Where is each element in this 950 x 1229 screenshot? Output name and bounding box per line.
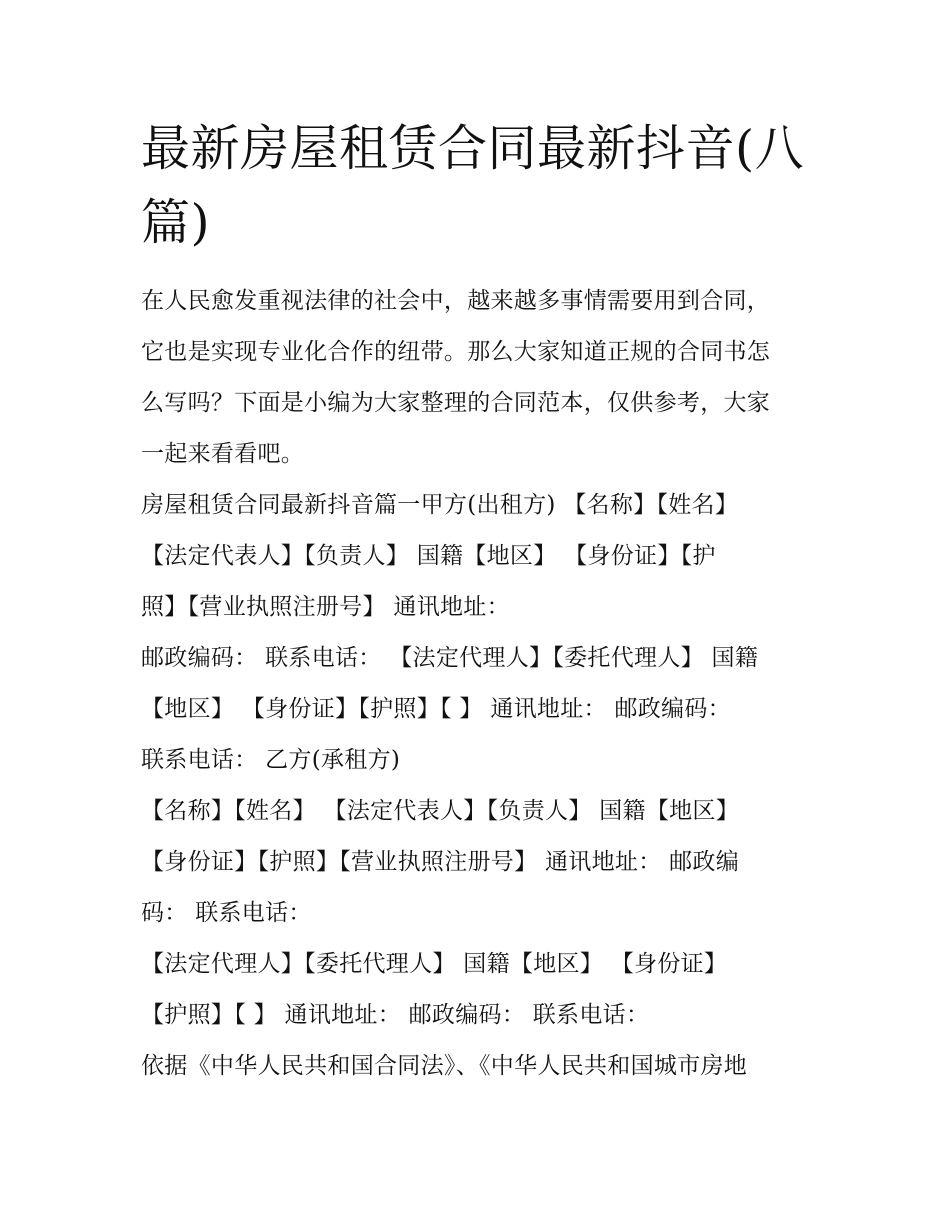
body-line: 【名称】【姓名】 【法定代表人】【负责人】 国籍【地区】 bbox=[141, 798, 740, 824]
title-line-2: 篇) bbox=[141, 194, 211, 251]
body-line: 【地区】 【身份证】【护照】【 】 通讯地址： 邮政编码： bbox=[141, 696, 731, 722]
document-title bbox=[141, 112, 821, 260]
body-line: 房屋租赁合同最新抖音篇一甲方(出租方) 【名称】【姓名】 bbox=[141, 492, 739, 518]
body-line: 【法定代表人】【负责人】 国籍【地区】 【身份证】【护 bbox=[141, 543, 716, 569]
body-line: 联系电话： 乙方(承租方) bbox=[141, 747, 401, 773]
body-line: 它也是实现专业化合作的纽带。那么大家知道正规的合同书怎 bbox=[141, 339, 771, 365]
body-line: 【护照】【 】 通讯地址： 邮政编码： 联系电话： bbox=[141, 1002, 650, 1028]
body-line: 【身份证】【护照】【营业执照注册号】 通讯地址： 邮政编 bbox=[141, 849, 740, 875]
body-line: 码： 联系电话： bbox=[141, 900, 312, 926]
body-line: 么写吗？下面是小编为大家整理的合同范本，仅供参考，大家 bbox=[141, 390, 771, 416]
body-line: 依据《中华人民共和国合同法》、《中华人民共和国城市房地 bbox=[141, 1053, 748, 1079]
body-line: 邮政编码： 联系电话： 【法定代理人】【委托代理人】 国籍 bbox=[141, 645, 759, 671]
body-line: 【法定代理人】【委托代理人】 国籍【地区】 【身份证】 bbox=[141, 951, 728, 977]
body-line: 一起来看看吧。 bbox=[141, 441, 305, 467]
body-line: 在人民愈发重视法律的社会中，越来越多事情需要用到合同， bbox=[141, 288, 771, 314]
body-line: 照】【营业执照注册号】 通讯地址： bbox=[141, 594, 510, 620]
title-line-1: 最新房屋租赁合同最新抖音(八 bbox=[141, 120, 805, 177]
document-body bbox=[141, 276, 817, 1092]
